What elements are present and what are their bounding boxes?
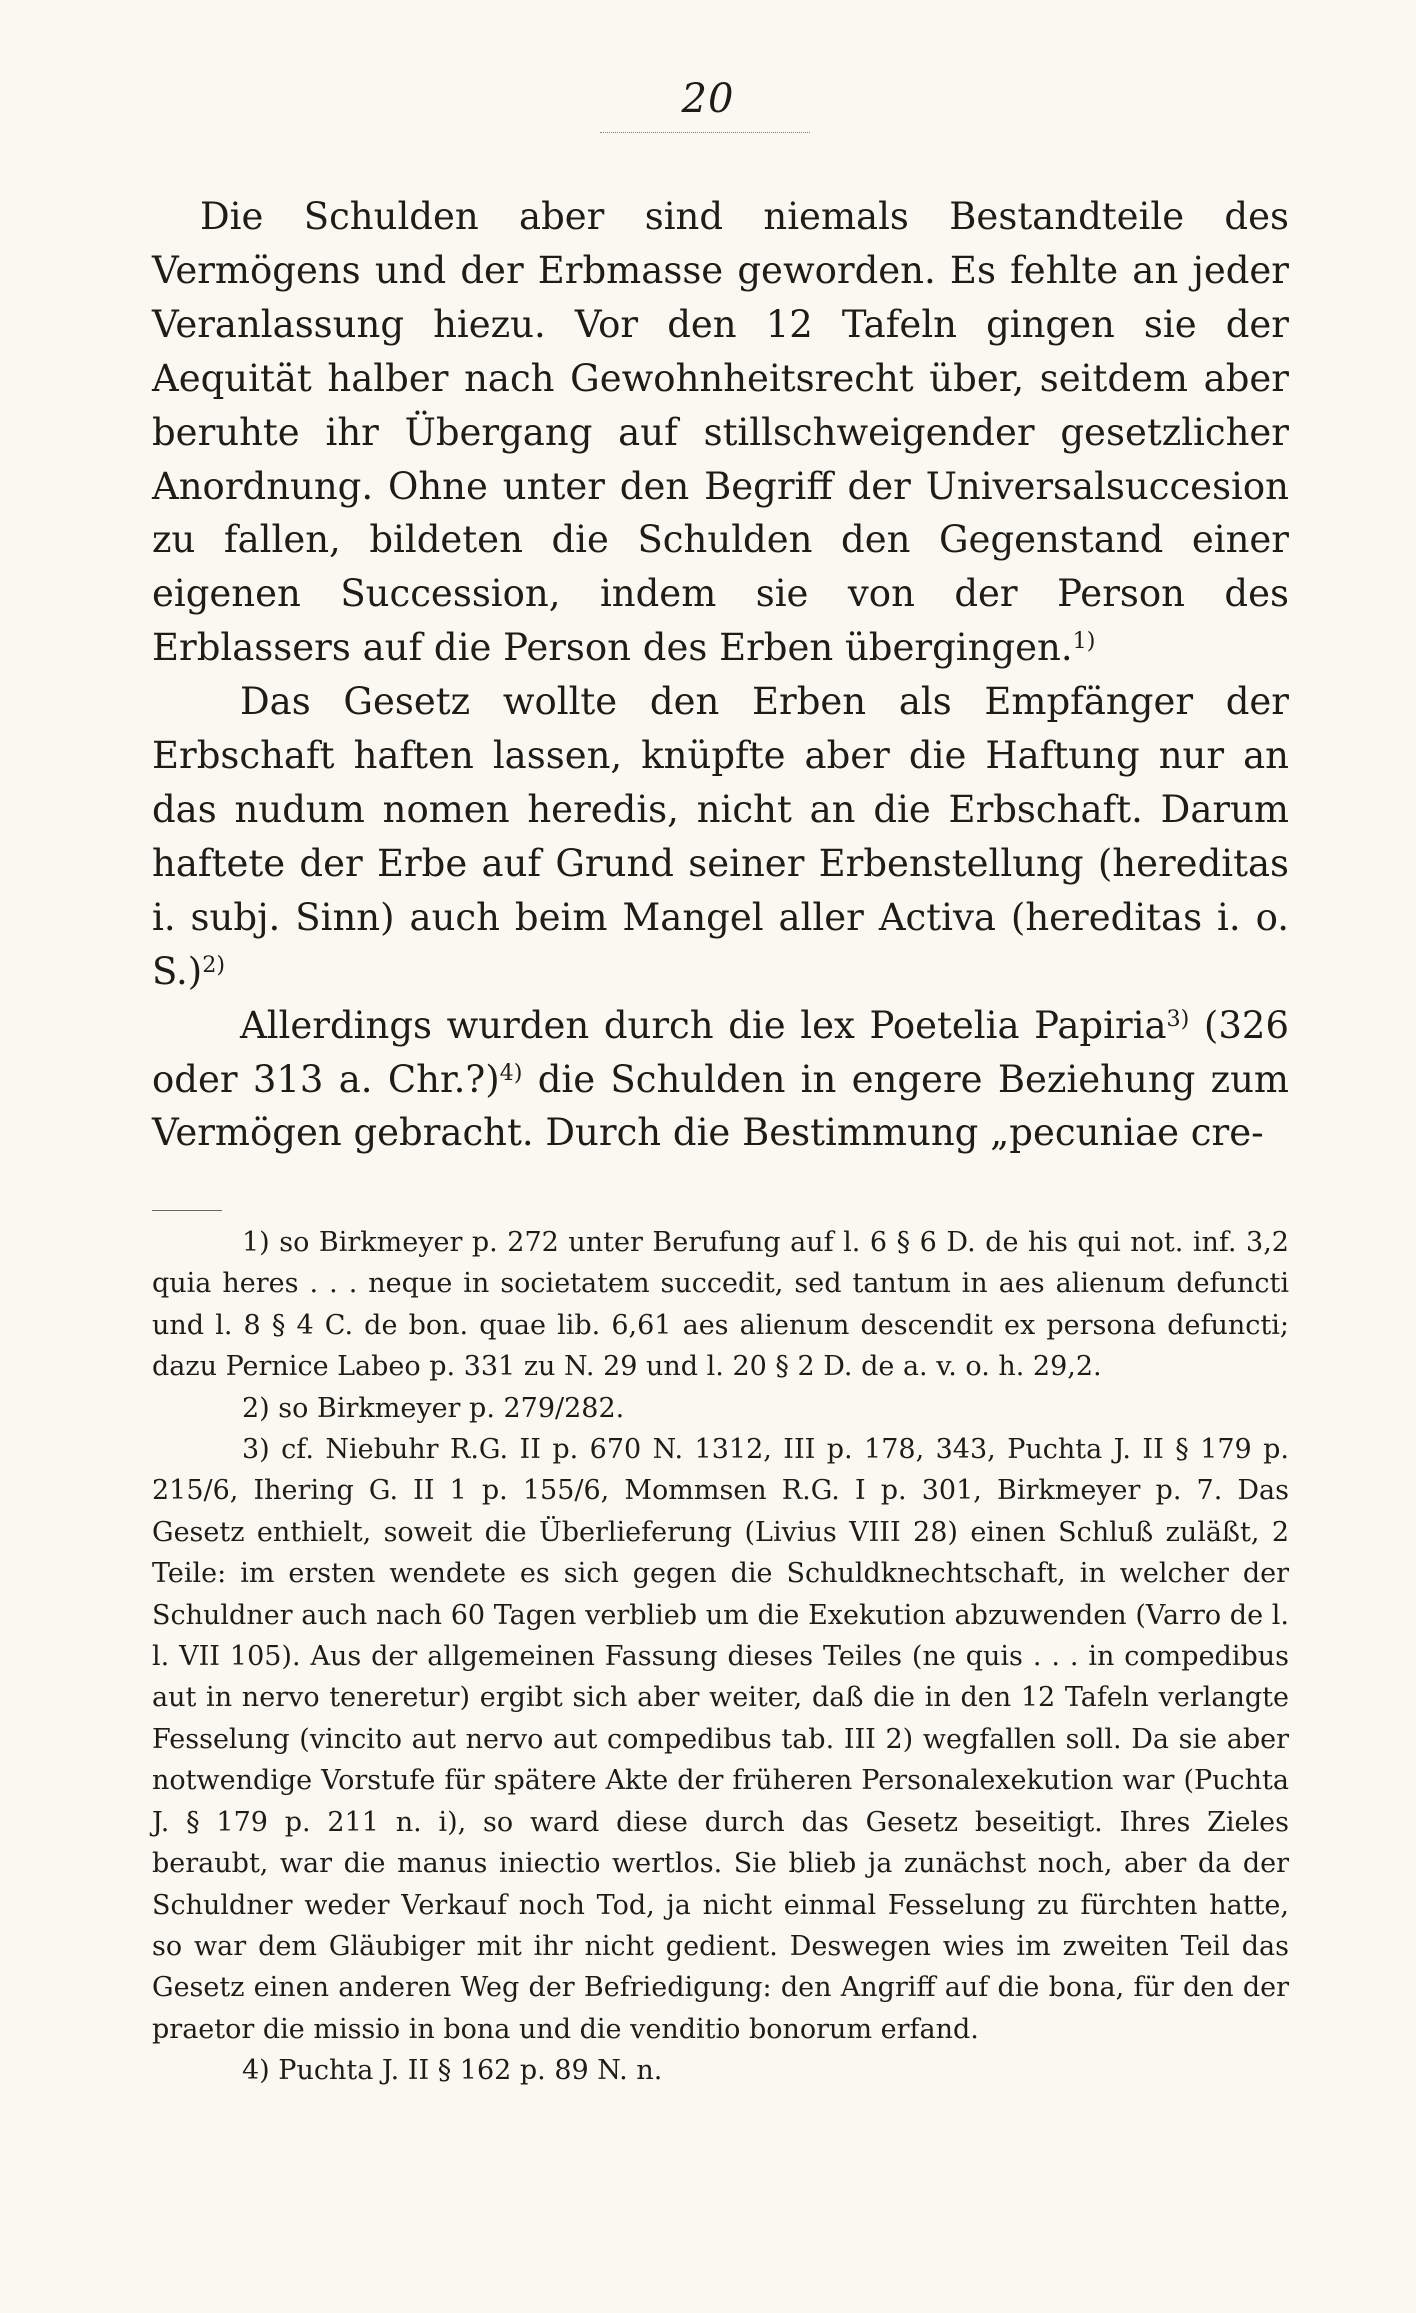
paragraph-2 [152, 675, 1289, 998]
footnotes [152, 1222, 1289, 2092]
footnote-ref-3: 3) [1166, 1005, 1190, 1032]
footnote-rule [152, 1210, 222, 1211]
paragraph-3-text-c: die Schulden in engere Beziehung zum Vermögen gebracht. Durch die Bestimmung „pecuniae cre- [152, 1057, 1289, 1155]
paragraph-3-text-b: (326 oder 313 a. Chr.?) [152, 1003, 1289, 1101]
footnote-1: 1) so Birkmeyer p. 272 unter Berufung auf l. 6 § 6 D. de his qui not. inf. 3,2 quia heres . . . neque in societatem succedit, sed tantum in aes alienum defuncti und l. 8 § 4 C. de bon. quae lib. 6,61 aes alienum descendit ex persona defuncti; dazu Pernice Labeo p. 331 zu N. 29 und l. 20 § 2 D. de a. v. o. h. 29,2. [152, 1227, 1289, 1383]
footnote-4: 4) Puchta J. II § 162 p. 89 N. n. [242, 2055, 663, 2087]
footnote-3: 3) cf. Niebuhr R.G. II p. 670 N. 1312, III p. 178, 343, Puchta J. II § 179 p. 215/6, Ihering G. II 1 p. 155/6, Mommsen R.G. I p. 301, Birkmeyer p. 7. Das Gesetz enthielt, soweit die Überlieferung (Livius VIII 28) einen Schluß zuläßt, 2 Teile: im ersten wendete es sich gegen die Schuldknechtschaft, in welcher der Schuldner auch nach 60 Tagen verblieb um die Exekution abzuwenden (Varro de l. l. VII 105). Aus der allgemeinen Fassung dieses Teiles (ne quis . . . in compedibus aut in nervo teneretur) ergibt sich aber weiter, daß die in den 12 Tafeln verlangte Fesselung (vincito aut nervo aut compedibus tab. III 2) wegfallen soll. Da sie aber notwendige Vorstufe für spätere Akte der früheren Personalexekution war (Puchta J. § 179 p. 211 n. i), so ward diese durch das Gesetz beseitigt. Ihres Zieles beraubt, war die manus iniectio wertlos. Sie blieb ja zunächst noch, aber da der Schuldner weder Verkauf noch Tod, ja nicht einmal Fesselung zu fürchten hatte, so war dem Gläubiger mit ihr nicht gedient. Deswegen wies im zweiten Teil das Gesetz einen anderen Weg der Befriedigung: den Angriff auf die bona, für den der praetor die missio in bona und die venditio bonorum erfand. [152, 1434, 1289, 2045]
paragraph-3-text-a: Allerdings wurden durch die lex Poetelia Papiria [240, 1003, 1167, 1047]
paragraph-1 [152, 190, 1289, 675]
footnote-ref-1: 1) [1072, 628, 1096, 655]
header-rule [600, 132, 810, 133]
paragraph-3 [152, 999, 1289, 1161]
footnote-2: 2) so Birkmeyer p. 279/282. [242, 1392, 625, 1424]
paragraph-2-text: Das Gesetz wollte den Erben als Empfänger der Erbschaft haften lassen, knüpfte aber die Haftung nur an das nudum nomen heredis, nicht an die Erbschaft. Darum haftete der Erbe auf Grund seiner Erbenstellung (hereditas i. subj. Sinn) auch beim Mangel aller Activa (hereditas i. o. S.) [152, 680, 1289, 993]
page-number: 20 [681, 76, 735, 122]
main-text [152, 190, 1289, 1160]
footnote-ref-4: 4) [499, 1059, 523, 1086]
paragraph-1-text: Die Schulden aber sind niemals Bestandteile des Vermögens und der Erbmasse geworden. Es fehlte an jeder Veranlassung hiezu. Vor den 12 Tafeln gingen sie der Aequität halber nach Gewohnheitsrecht über, seitdem aber beruhte ihr Übergang auf stillschweigender gesetzlicher Anordnung. Ohne unter den Begriff der Universalsuccesion zu fallen, bildeten die Schulden den Gegenstand einer eigenen Succession, indem sie von der Person des Erblassers auf die Person des Erben übergingen. [152, 195, 1289, 670]
footnote-ref-2: 2) [202, 951, 226, 978]
